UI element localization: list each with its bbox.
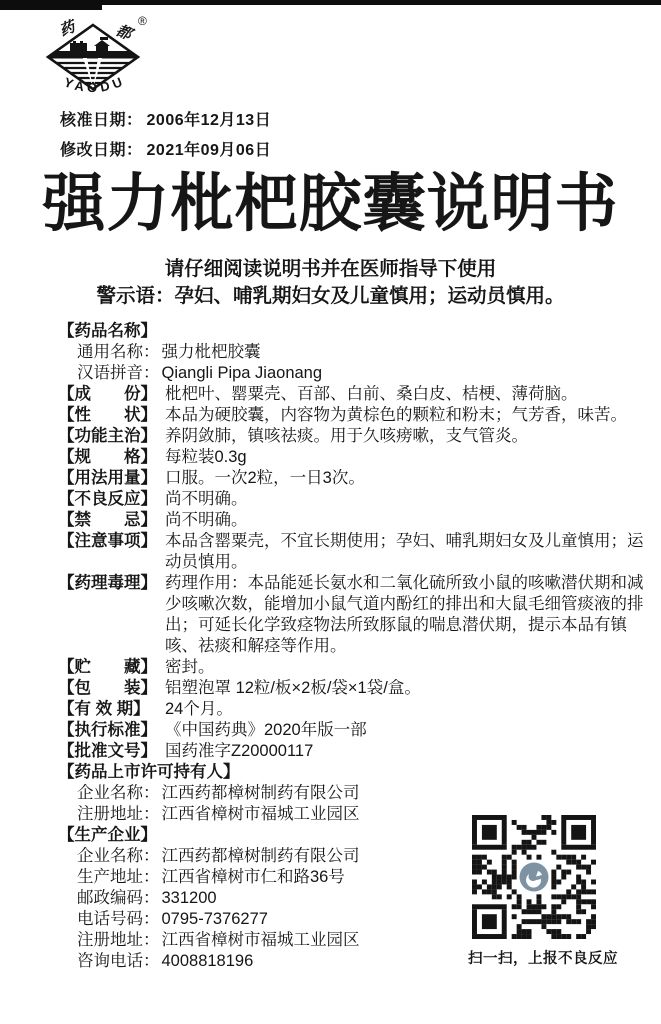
registered-trademark-icon: ® (138, 14, 147, 28)
section-label: 【执行标准】 (58, 721, 157, 739)
field-key: 企业名称： (77, 784, 160, 802)
page-title: 强力枇杷胶囊说明书 (42, 169, 619, 239)
field-value: 江西省樟树市仁和路36号 (161, 868, 345, 886)
field-value: 江西省樟树市福城工业园区 (161, 931, 360, 949)
section-label: 【生产企业】 (58, 826, 157, 844)
lead-block (0, 256, 661, 310)
section-label: 【性 状】 (58, 406, 157, 424)
section-text: 每粒装0.3g (165, 448, 247, 466)
holder-company-line (58, 783, 647, 804)
section-text: 《中国药典》2020年版一部 (165, 721, 367, 739)
section-text: 24个月。 (165, 700, 233, 718)
section-text: 口服。一次2粒，一日3次。 (165, 469, 365, 487)
sec-ingredients (58, 384, 647, 405)
sec-drug-name (58, 321, 647, 342)
sec-precautions (58, 531, 647, 573)
sec-license-holder (58, 762, 647, 783)
sec-standard (58, 720, 647, 741)
section-label: 【成 份】 (58, 385, 157, 403)
field-value: 江西药都樟树制药有限公司 (161, 847, 360, 865)
field-key: 通用名称： (77, 343, 160, 361)
section-text: 国药准字Z20000117 (165, 742, 314, 760)
section-label: 【包 装】 (58, 679, 157, 697)
field-key: 邮政编码： (77, 889, 160, 907)
field-key: 注册地址： (77, 805, 160, 823)
field-key: 汉语拼音： (77, 364, 160, 382)
section-label: 【药品上市许可持有人】 (58, 763, 240, 781)
field-key: 注册地址： (77, 931, 160, 949)
field-key: 咨询电话： (77, 952, 160, 970)
approval-date-label: 核准日期： (60, 112, 143, 129)
section-label: 【药理毒理】 (58, 574, 157, 592)
field-key: 企业名称： (77, 847, 160, 865)
sec-indications (58, 426, 647, 447)
section-text: 本品含罂粟壳，不宜长期使用；孕妇、哺乳期妇女及儿童慎用；运动员慎用。 (165, 532, 644, 571)
logo-latin-name: YAODU (62, 72, 128, 96)
section-label: 【规 格】 (58, 448, 157, 466)
field-key: 电话号码： (77, 910, 160, 928)
logo-char-du: 都 (113, 21, 134, 44)
section-text: 铝塑泡罩 12粒/板×2板/袋×1袋/盒。 (165, 679, 421, 697)
sec-approval-number (58, 741, 647, 762)
sec-storage (58, 657, 647, 678)
yaodu-logo (34, 10, 152, 106)
field-value: 331200 (161, 889, 217, 907)
section-label: 【药品名称】 (58, 322, 157, 340)
field-key: 生产地址： (77, 868, 160, 886)
generic-name-line (58, 342, 647, 363)
sec-contraindications (58, 510, 647, 531)
section-text: 本品为硬胶囊，内容物为黄棕色的颗粒和粉末；气芳香，味苦。 (165, 406, 627, 424)
section-text: 药理作用：本品能延长氨水和二氧化硫所致小鼠的咳嗽潜伏期和减少咳嗽次数，能增加小鼠气道内酚红的排出和大鼠毛细管痰液的排出；可延长化学致痉物法所致豚鼠的喘息潜伏期，提示本品有镇咳、祛痰和解痉等作用。 (165, 574, 644, 655)
section-label: 【批准文号】 (58, 742, 157, 760)
field-value: 4008818196 (161, 952, 254, 970)
read-instructions-note: 请仔细阅读说明书并在医师指导下使用 (164, 258, 497, 280)
pinyin-line (58, 363, 647, 384)
approval-date-value: 2006年12月13日 (146, 112, 272, 129)
field-value: 0795-7376277 (161, 910, 268, 928)
section-text: 尚不明确。 (165, 490, 248, 508)
section-text: 枇杷叶、罂粟壳、百部、白前、桑白皮、桔梗、薄荷脑。 (165, 385, 578, 403)
logo-char-yao: 药 (57, 18, 78, 40)
warning-statement: 警示语：孕妇、哺乳期妇女及儿童慎用；运动员慎用。 (96, 285, 565, 307)
revision-date-value: 2021年09月06日 (146, 142, 272, 159)
sec-adverse-reactions (58, 489, 647, 510)
sec-strength (58, 447, 647, 468)
section-text: 尚不明确。 (165, 511, 248, 529)
section-label: 【用法用量】 (58, 469, 157, 487)
field-value: 江西省樟树市福城工业园区 (161, 805, 360, 823)
section-label: 【不良反应】 (58, 490, 157, 508)
section-label: 【禁 忌】 (58, 511, 157, 529)
top-edge-rule-thick (0, 0, 102, 10)
approval-date-line (60, 106, 271, 136)
qr-caption: 扫一扫，上报不良反应 (468, 951, 618, 967)
sec-description (58, 405, 647, 426)
adverse-reaction-qr-block (468, 815, 618, 968)
yaodu-logo-graphic (34, 10, 152, 106)
revision-date-label: 修改日期： (60, 142, 143, 159)
section-text: 密封。 (165, 658, 215, 676)
section-label: 【贮 藏】 (58, 658, 157, 676)
section-label: 【有 效 期】 (58, 700, 150, 718)
field-value: 强力枇杷胶囊 (161, 343, 261, 361)
sec-shelf-life (58, 699, 647, 720)
field-value: 江西药都樟树制药有限公司 (161, 784, 360, 802)
sec-packaging (58, 678, 647, 699)
section-label: 【功能主治】 (58, 427, 157, 445)
sec-pharmacology (58, 573, 647, 657)
section-text: 养阴敛肺，镇咳祛痰。用于久咳痨嗽，支气管炎。 (165, 427, 528, 445)
section-label: 【注意事项】 (58, 532, 157, 550)
qr-code (472, 815, 596, 939)
field-value: Qiangli Pipa Jiaonang (161, 364, 323, 382)
sec-dosage (58, 468, 647, 489)
